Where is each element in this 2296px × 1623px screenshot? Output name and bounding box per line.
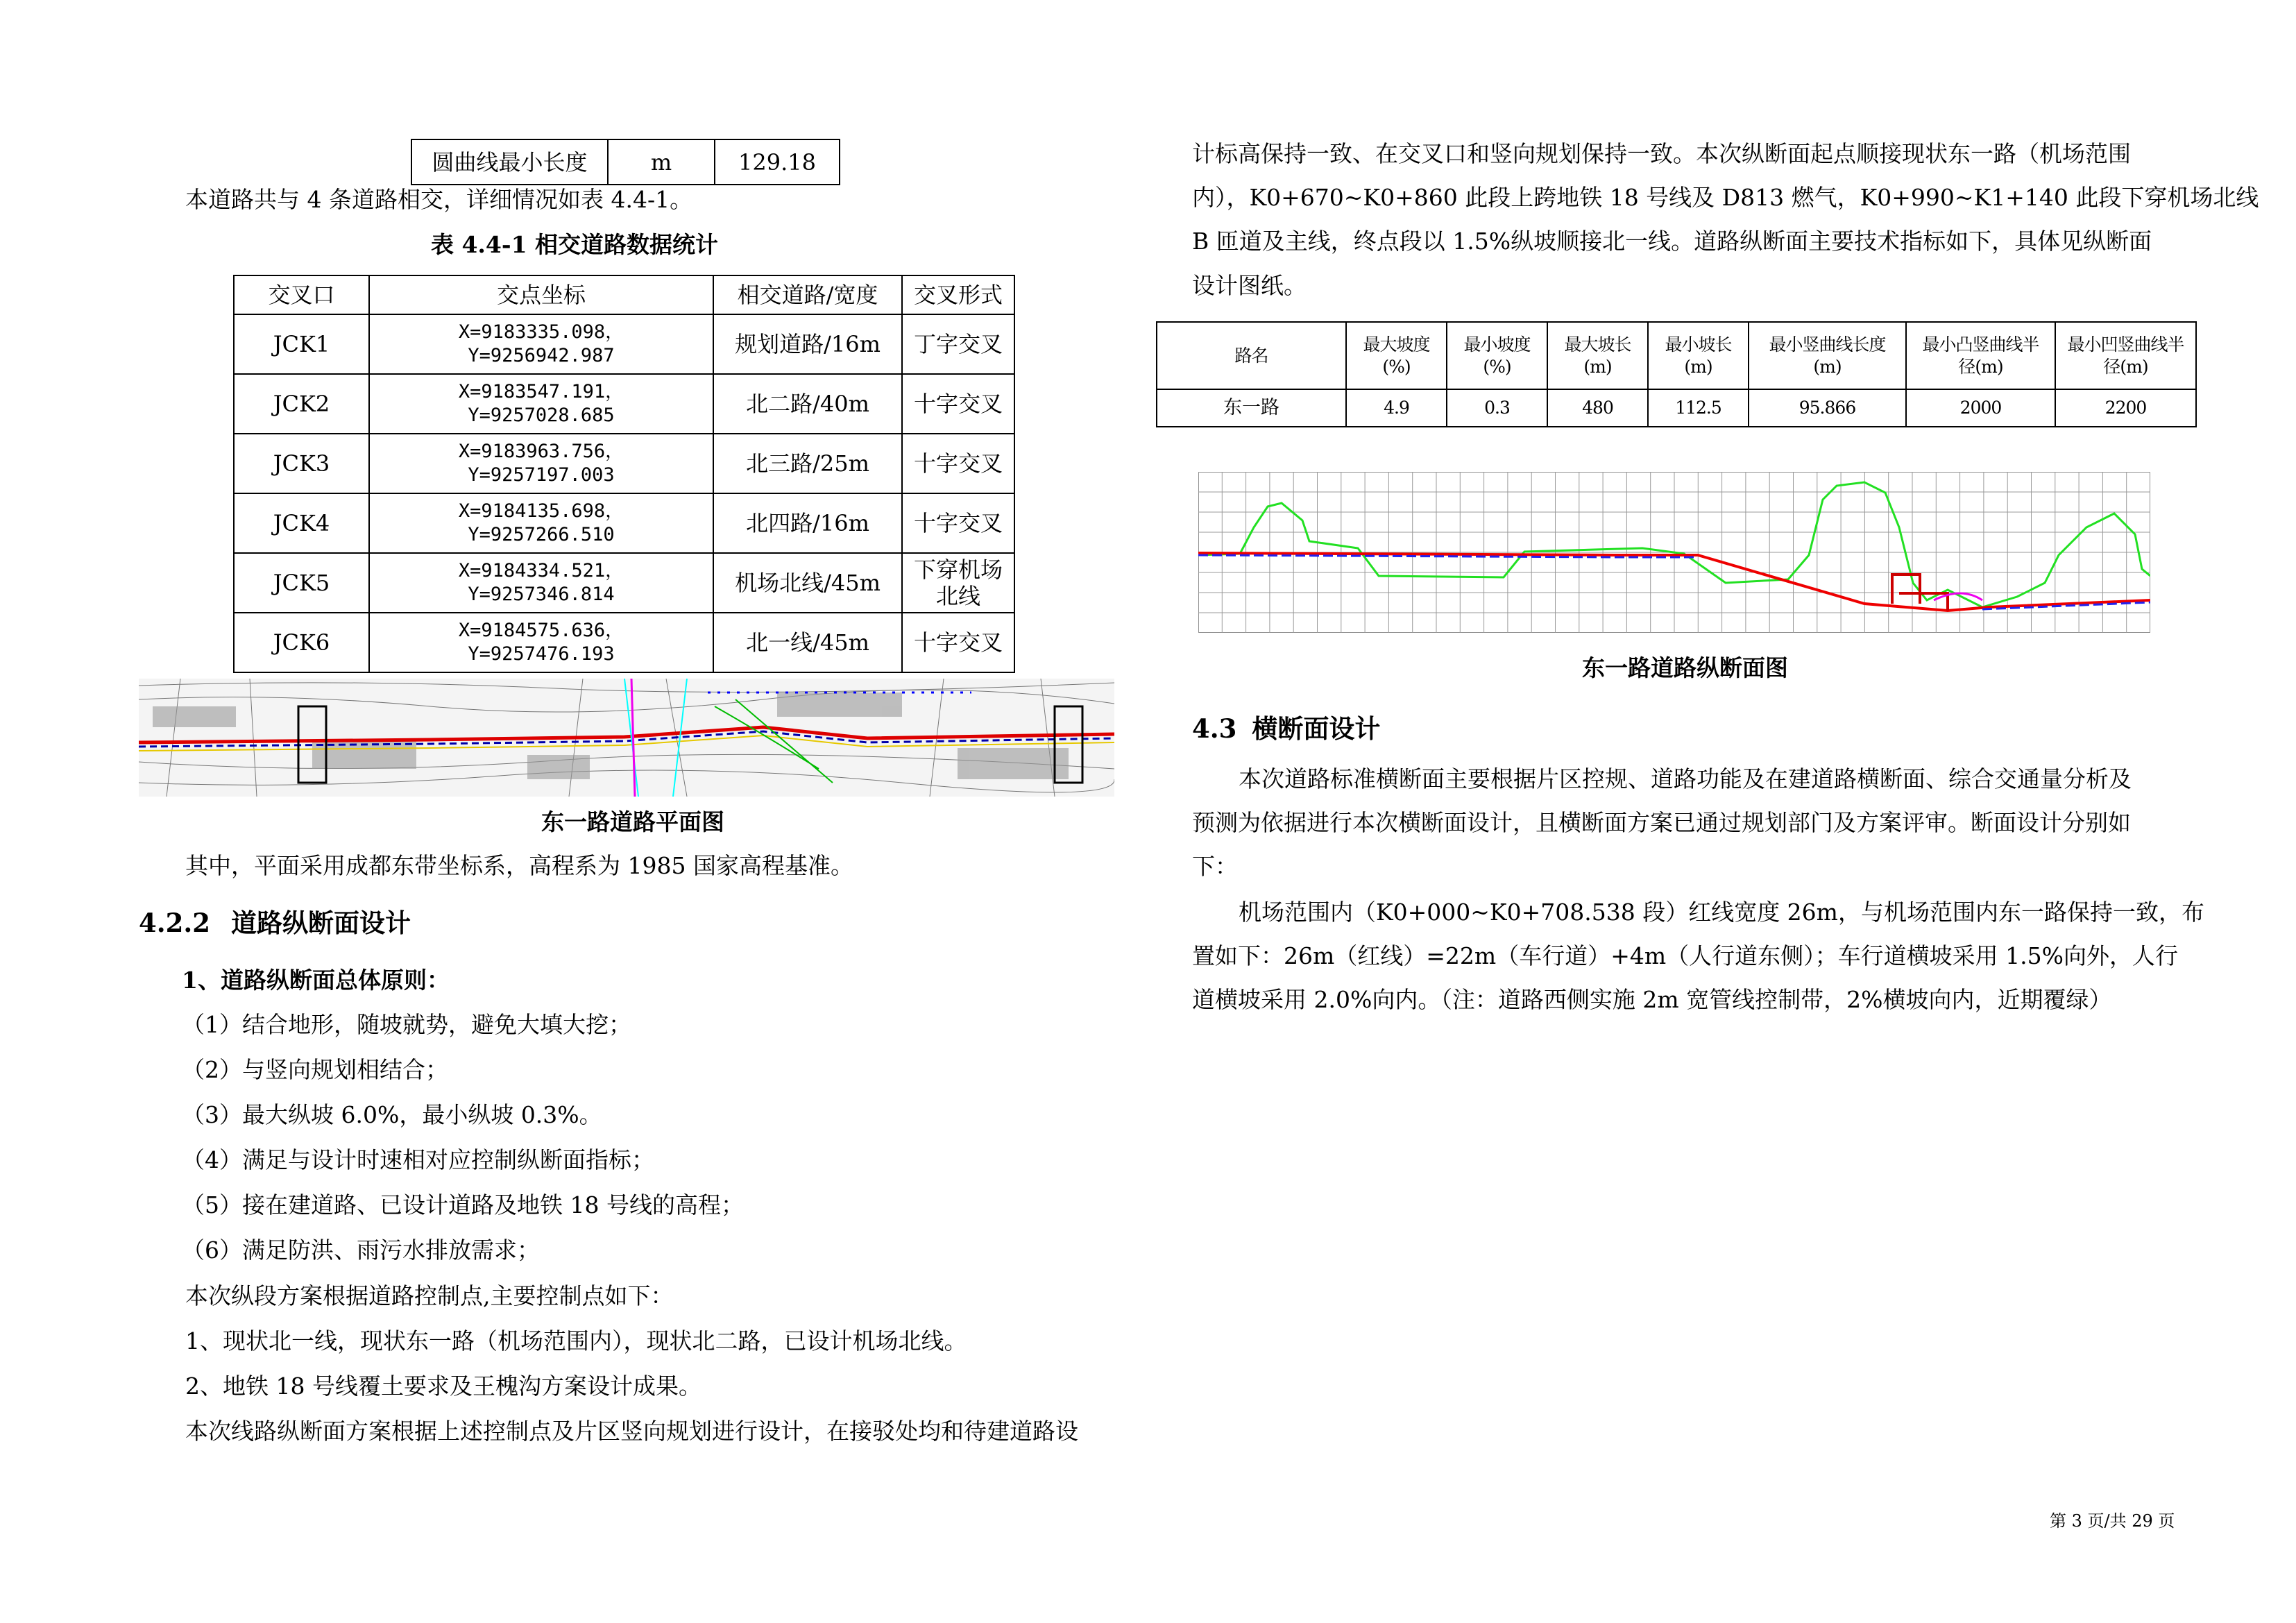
profile-figure [1198, 472, 2150, 633]
crossing-form [902, 493, 1014, 553]
junction-coordinates [369, 493, 713, 553]
spec-header [1648, 322, 1749, 389]
spec-value: 2000 [1906, 389, 2055, 427]
paragraph-line: 道横坡采用 2.0%向内。（注：道路西侧实施 2m 宽管线控制带，2%横坡向内，近期覆绿） [1192, 986, 2112, 1013]
crossing-form-text: 十字交叉 [913, 629, 1003, 656]
coord-y: Y=9256942.987 [468, 345, 615, 366]
spec-header [1906, 322, 2055, 389]
spec-header-line: 最小竖曲线长度 [1769, 334, 1886, 355]
spec-header-line: 最小坡度 [1463, 334, 1531, 355]
spec-header-line: (m) [1813, 356, 1842, 377]
control-intro: 本次纵段方案根据道路控制点,主要控制点如下： [185, 1282, 674, 1309]
curve-param-value: 129.18 [715, 139, 840, 185]
spec-header-line: 径(m) [2103, 356, 2148, 377]
spec-header [1346, 322, 1447, 389]
paragraph-line: 下： [1192, 853, 1238, 880]
control-point-2: 2、地铁 18 号线覆土要求及王槐沟方案设计成果。 [185, 1373, 701, 1400]
crossing-form [902, 613, 1014, 672]
crossing-form [902, 553, 1014, 613]
control-point-1: 1、现状北一线，现状东一路（机场范围内），现状北二路，已设计机场北线。 [185, 1327, 967, 1354]
table-row [234, 434, 1014, 493]
plan-view-figure [139, 679, 1114, 797]
continued-paragraph-line: 本次线路纵断面方案根据上述控制点及片区竖向规划进行设计，在接驳处均和待建道路设 [185, 1418, 1078, 1445]
spec-header-line: 最大坡长 [1564, 334, 1631, 355]
curve-length-table [411, 139, 840, 185]
crossing-road: 规划道路/16m [713, 314, 902, 374]
spec-header [1447, 322, 1547, 389]
spec-header-line: (m) [1684, 356, 1712, 377]
curve-param-unit: m [608, 139, 715, 185]
paragraph-line: 计标高保持一致、在交叉口和竖向规划保持一致。本次纵断面起点顺接现状东一路（机场范围 [1192, 140, 2131, 167]
coord-y: Y=9257266.510 [468, 524, 615, 545]
crossing-form-text: 十字交叉 [913, 450, 1003, 477]
spec-header-line: 路名 [1234, 345, 1268, 366]
junction-id: JCK5 [234, 553, 369, 613]
crossing-form-text: 十字交叉 [913, 510, 1003, 536]
profile-drawing [1198, 472, 2150, 633]
spec-header [1157, 322, 1346, 389]
crossing-form-text: 十字交叉 [913, 391, 1003, 417]
paragraph-line: 设计图纸。 [1192, 272, 1307, 299]
principles-list [182, 1011, 744, 1282]
spec-value: 112.5 [1648, 389, 1749, 427]
principle-item: （2）与竖向规划相结合； [182, 1056, 448, 1083]
spec-value: 0.3 [1447, 389, 1547, 427]
principle-item: （6）满足防洪、雨污水排放需求； [182, 1237, 540, 1264]
table-caption: 表 4.4-1 相交道路数据统计 [430, 231, 719, 258]
junction-id: JCK4 [234, 493, 369, 553]
spec-value: 4.9 [1346, 389, 1447, 427]
principle-item: （3）最大纵坡 6.0%，最小纵坡 0.3%。 [182, 1101, 602, 1128]
spec-header-line: 最小凸竖曲线半 [1922, 334, 2039, 355]
junction-coordinates [369, 314, 713, 374]
coord-y: Y=9257346.814 [468, 584, 615, 605]
spec-value: 480 [1547, 389, 1648, 427]
spec-header-line: 最小凹竖曲线半 [2067, 334, 2184, 355]
intersection-intro: 本道路共与 4 条道路相交，详细情况如表 4.4-1。 [185, 186, 693, 213]
section-heading-4-2-2 [139, 908, 411, 938]
principles-heading: 1、道路纵断面总体原则： [182, 967, 450, 994]
spec-value: 东一路 [1157, 389, 1346, 427]
spec-value: 95.866 [1749, 389, 1906, 427]
crossing-form [902, 374, 1014, 434]
spec-header-line: 径(m) [1958, 356, 2003, 377]
paragraph-line: 预测为依据进行本次横断面设计，且横断面方案已通过规划部门及方案评审。断面设计分别如 [1192, 809, 2131, 836]
principle-item: （5）接在建道路、已设计道路及地铁 18 号线的高程； [182, 1191, 744, 1218]
spec-header [1547, 322, 1648, 389]
spec-header-line: (%) [1382, 356, 1411, 377]
coord-y: Y=9257476.193 [468, 643, 615, 665]
junction-coordinates [369, 613, 713, 672]
crossing-road: 北三路/25m [713, 434, 902, 493]
paragraph-line: 内），K0+670~K0+860 此段上跨地铁 18 号线及 D813 燃气，K0+990~K1+140 此段下穿机场北线 [1192, 184, 2259, 211]
principle-item: （1）结合地形，随坡就势，避免大填大挖； [182, 1011, 631, 1038]
table-row [234, 314, 1014, 374]
crossing-road: 北二路/40m [713, 374, 902, 434]
coord-x: X=9183335.098， [458, 321, 624, 343]
junction-id: JCK1 [234, 314, 369, 374]
crossing-road: 北一线/45m [713, 613, 902, 672]
col-header: 交点坐标 [369, 275, 713, 314]
crossing-form-text: 丁字交叉 [913, 331, 1003, 357]
profile-caption: 东一路道路纵断面图 [1582, 654, 1788, 681]
crossing-form [902, 434, 1014, 493]
spec-header [1749, 322, 1906, 389]
spec-value: 2200 [2055, 389, 2196, 427]
principle-item: （4）满足与设计时速相对应控制纵断面指标； [182, 1146, 654, 1173]
paragraph-line: 置如下：26m（红线）=22m（车行道）+4m（人行道东侧）；车行道横坡采用 1.5%向外，人行 [1192, 942, 2178, 969]
table-row [234, 613, 1014, 672]
col-header: 交叉形式 [902, 275, 1014, 314]
section-title: 道路纵断面设计 [231, 908, 411, 938]
crossing-form [902, 314, 1014, 374]
junction-id: JCK2 [234, 374, 369, 434]
spec-header-line: 最大坡度 [1363, 334, 1430, 355]
col-header: 相交道路/宽度 [713, 275, 902, 314]
junction-coordinates [369, 374, 713, 434]
coord-y: Y=9257028.685 [468, 405, 615, 426]
spec-header [2055, 322, 2196, 389]
plan-view-drawing [139, 679, 1114, 797]
section-heading-4-3 [1192, 713, 1380, 744]
paragraph-line: B 匝道及主线，终点段以 1.5%纵坡顺接北一线。道路纵断面主要技术指标如下，具体见纵断面 [1192, 228, 2152, 255]
paragraph-line: 本次道路标准横断面主要根据片区控规、道路功能及在建道路横断面、综合交通量分析及 [1239, 765, 2132, 792]
section-number: 4.3 [1192, 713, 1237, 744]
coord-x: X=9183963.756， [458, 441, 624, 462]
table-row [234, 374, 1014, 434]
coordinate-note: 其中，平面采用成都东带坐标系，高程系为 1985 国家高程基准。 [185, 852, 853, 879]
profile-spec-table [1156, 321, 2197, 427]
crossing-road: 北四路/16m [713, 493, 902, 553]
crossing-form-text: 下穿机场北线 [913, 556, 1003, 609]
spec-header-line: 最小坡长 [1665, 334, 1732, 355]
table-row [234, 493, 1014, 553]
section-title: 横断面设计 [1252, 713, 1381, 744]
coord-x: X=9183547.191， [458, 381, 624, 402]
col-header: 交叉口 [234, 275, 369, 314]
curve-param-name: 圆曲线最小长度 [411, 139, 608, 185]
junction-id: JCK3 [234, 434, 369, 493]
plan-view-caption: 东一路道路平面图 [541, 808, 724, 835]
coord-x: X=9184575.636， [458, 620, 624, 641]
intersections-table [233, 275, 1015, 673]
paragraph-line: 机场范围内（K0+000~K0+708.538 段）红线宽度 26m，与机场范围内东一路保持一致，布 [1239, 899, 2204, 926]
spec-header-line: (%) [1483, 356, 1511, 377]
spec-header-line: (m) [1583, 356, 1612, 377]
section-number: 4.2.2 [139, 908, 210, 938]
coord-y: Y=9257197.003 [468, 464, 615, 486]
junction-coordinates [369, 553, 713, 613]
table-row [234, 553, 1014, 613]
page-number: 第 3 页/共 29 页 [2050, 1511, 2175, 1531]
junction-coordinates [369, 434, 713, 493]
coord-x: X=9184135.698， [458, 500, 624, 522]
coord-x: X=9184334.521， [458, 560, 624, 581]
crossing-road: 机场北线/45m [713, 553, 902, 613]
junction-id: JCK6 [234, 613, 369, 672]
